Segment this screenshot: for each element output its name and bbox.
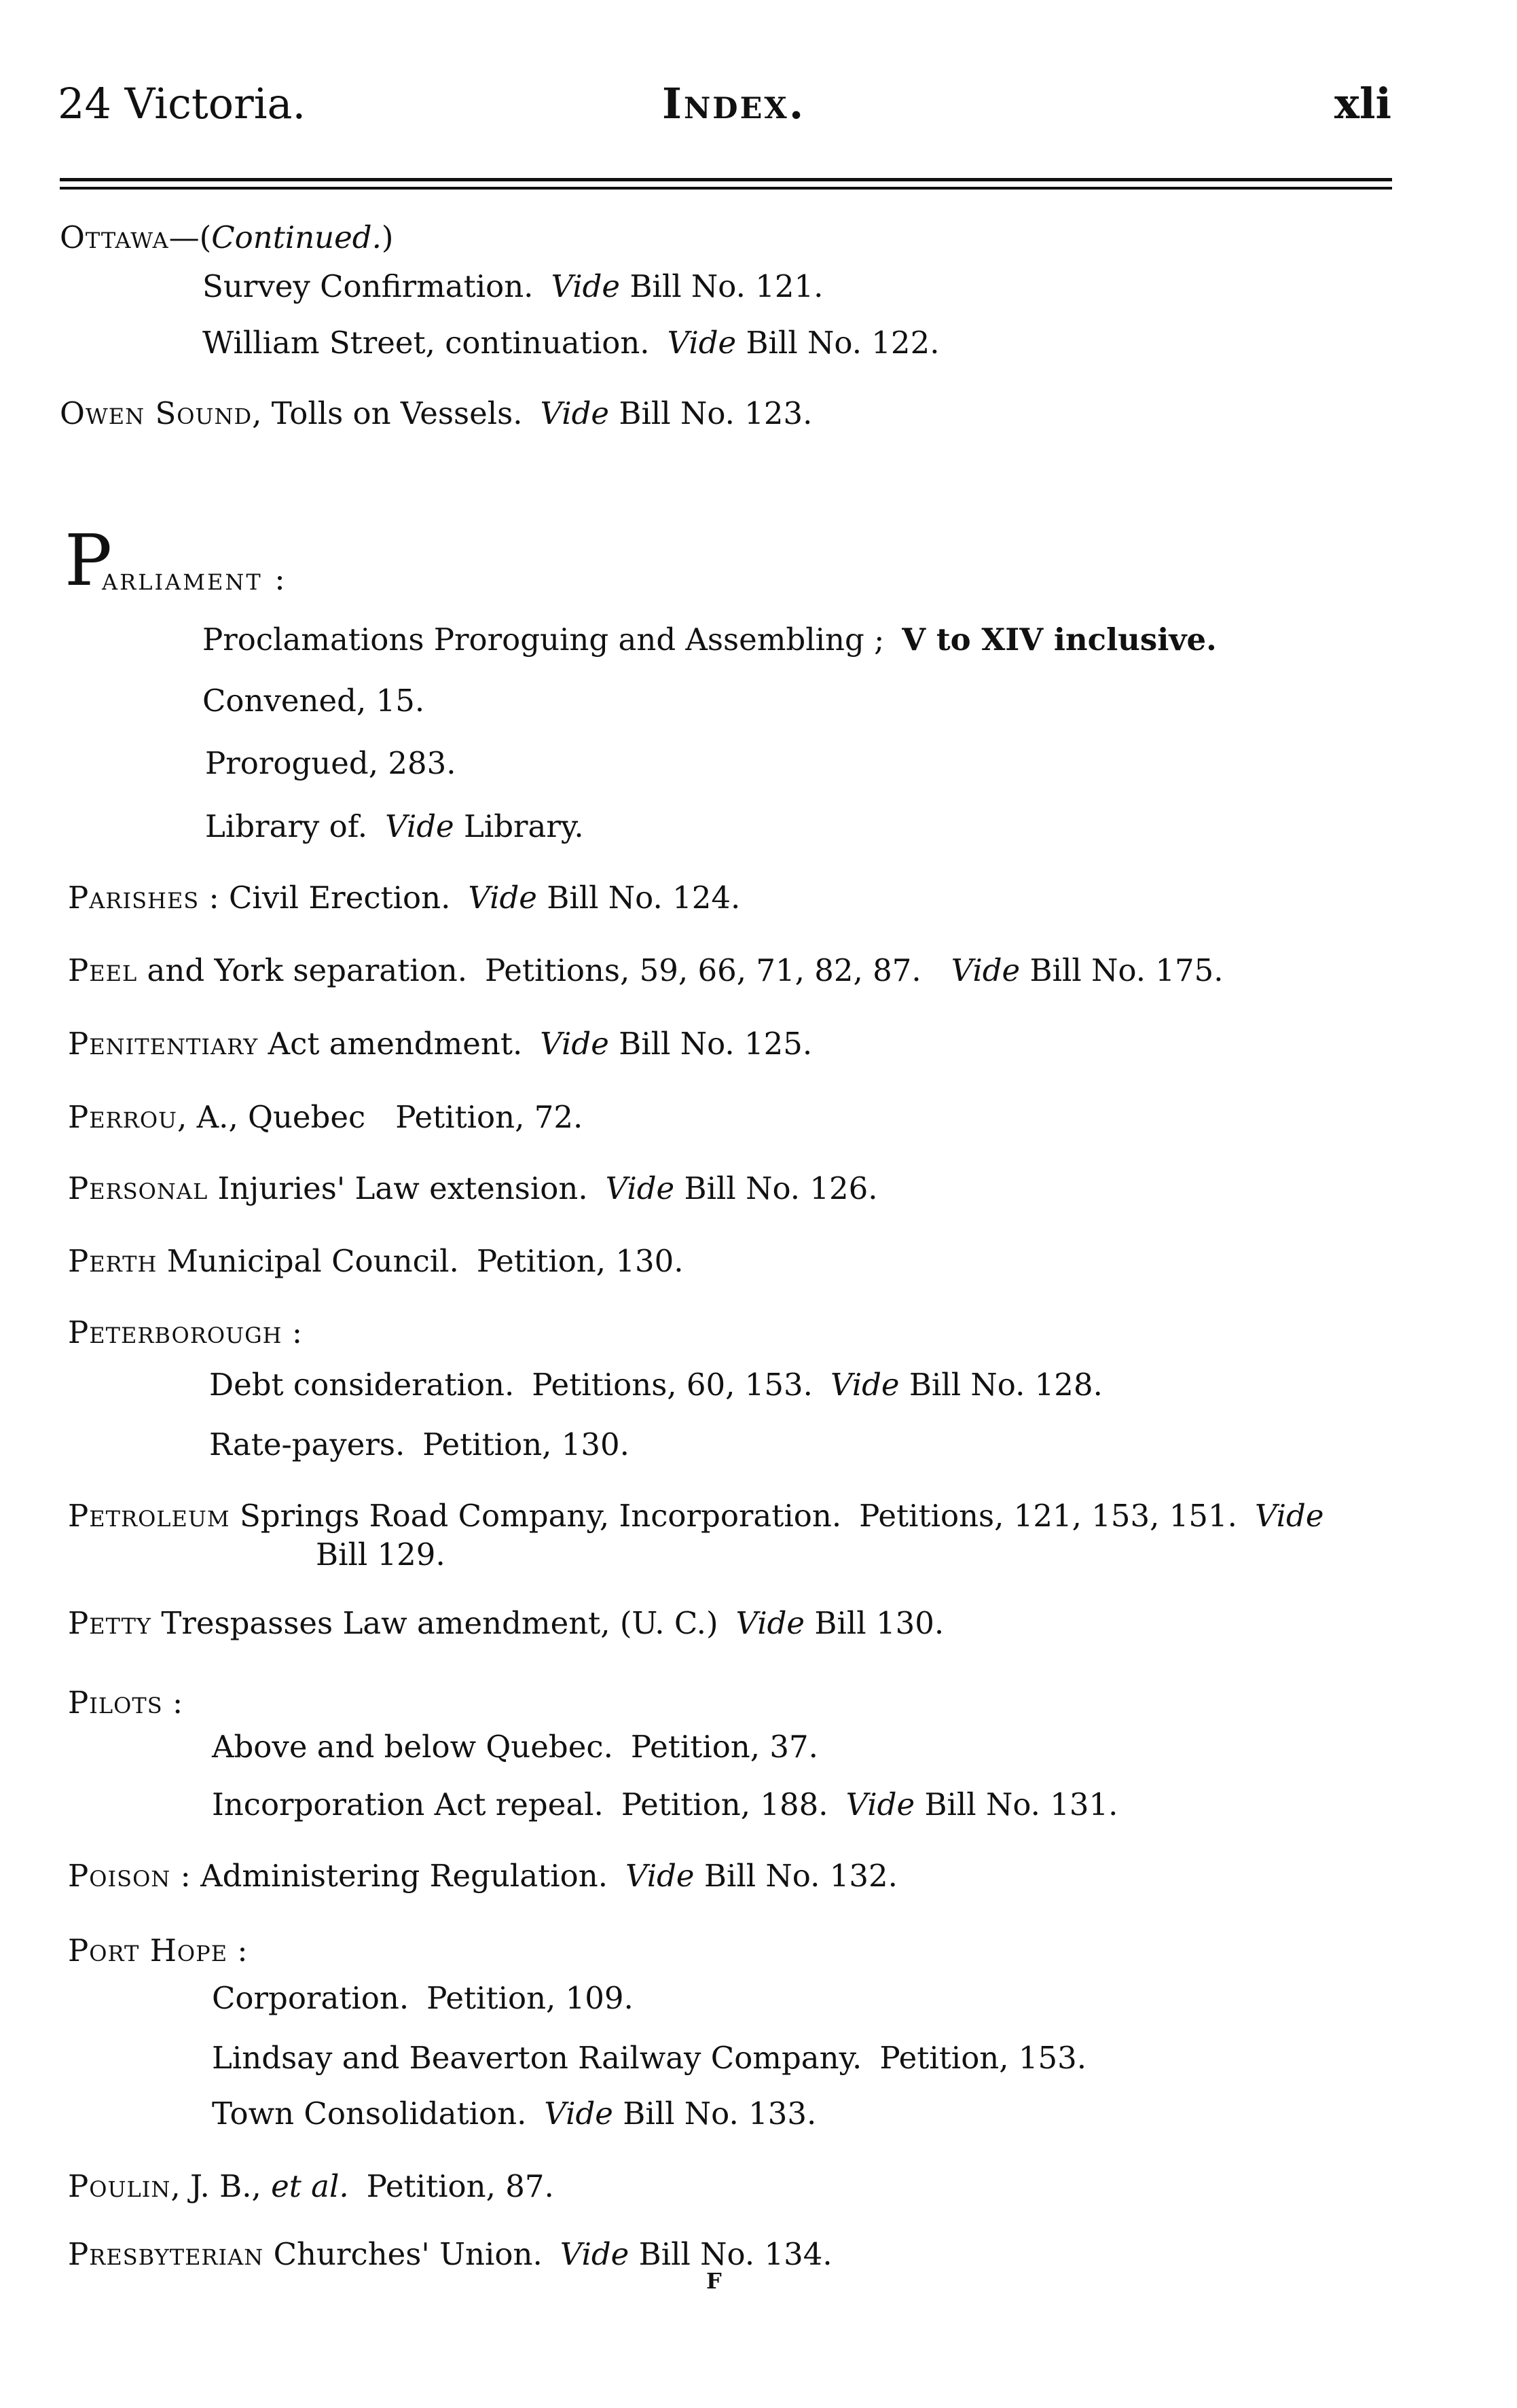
section-heading-parliament: arliament : <box>102 560 287 597</box>
subentry-survey-confirmation: Survey Confirmation. Vide Bill No. 121. <box>202 268 824 304</box>
subentry-town-consolidation: Town Consolidation. Vide Bill No. 133. <box>212 2096 817 2132</box>
entry-petroleum-continued: Bill 129. <box>316 1537 445 1573</box>
entry-perth: Perth Municipal Council. Petition, 130. <box>68 1243 684 1279</box>
subentry-corporation: Corporation. Petition, 109. <box>212 1980 634 2016</box>
entry-port-hope: Port Hope : <box>68 1933 248 1969</box>
subentry-debt-consideration: Debt consideration. Petitions, 60, 153. Vide Bill No. 128. <box>209 1367 1103 1403</box>
page-number: xli <box>1334 79 1392 128</box>
subentry-above-below-quebec: Above and below Quebec. Petition, 37. <box>212 1729 818 1765</box>
signature-mark: F <box>706 2268 722 2294</box>
entry-peel: Peel and York separation. Petitions, 59, 66, 71, 82, 87. Vide Bill No. 175. <box>68 952 1224 988</box>
entry-parishes: Parishes : Civil Erection. Vide Bill No. 124. <box>68 880 741 916</box>
entry-personal: Personal Injuries' Law extension. Vide Bill No. 126. <box>68 1170 878 1206</box>
entry-penitentiary: Penitentiary Act amendment. Vide Bill No. 125. <box>68 1026 813 1062</box>
section-initial-p: P <box>65 519 112 602</box>
subentry-incorporation-act-repeal: Incorporation Act repeal. Petition, 188. Vide Bill No. 131. <box>212 1786 1118 1822</box>
entry-poulin: Poulin, J. B., et al. Petition, 87. <box>68 2168 554 2204</box>
header-rule-top <box>60 178 1392 181</box>
running-head-left: 24 Victoria. <box>58 79 306 128</box>
entry-petroleum: Petroleum Springs Road Company, Incorporation. Petitions, 121, 153, 151. Vide <box>68 1498 1324 1534</box>
subentry-convened: Convened, 15. <box>202 683 425 719</box>
subentry-prorogued: Prorogued, 283. <box>205 745 456 781</box>
subentry-rate-payers: Rate-payers. Petition, 130. <box>209 1426 629 1462</box>
entry-owen-sound: Owen Sound, Tolls on Vessels. Vide Bill No. 123. <box>60 395 813 431</box>
entry-ottawa-continued: Ottawa—(Continued.) <box>60 219 394 255</box>
running-head-title: Index. <box>662 79 806 128</box>
subentry-lindsay-beaverton: Lindsay and Beaverton Railway Company. Petition, 153. <box>212 2040 1087 2076</box>
subentry-proclamations: Proclamations Proroguing and Assembling ; V to XIV inclusive. <box>202 622 1217 658</box>
entry-petty: Petty Trespasses Law amendment, (U. C.) Vide Bill 130. <box>68 1605 945 1641</box>
entry-peterborough: Peterborough : <box>68 1314 303 1350</box>
header-rule-bottom <box>60 187 1392 190</box>
entry-perrou: Perrou, A., Quebec Petition, 72. <box>68 1099 583 1135</box>
entry-poison: Poison : Administering Regulation. Vide Bill No. 132. <box>68 1858 898 1894</box>
subentry-william-street: William Street, continuation. Vide Bill No. 122. <box>202 325 940 361</box>
entry-presbyterian: Presbyterian Churches' Union. Vide Bill No. 134. <box>68 2236 833 2272</box>
subentry-library: Library of. Vide Library. <box>205 808 584 844</box>
entry-pilots: Pilots : <box>68 1685 183 1721</box>
